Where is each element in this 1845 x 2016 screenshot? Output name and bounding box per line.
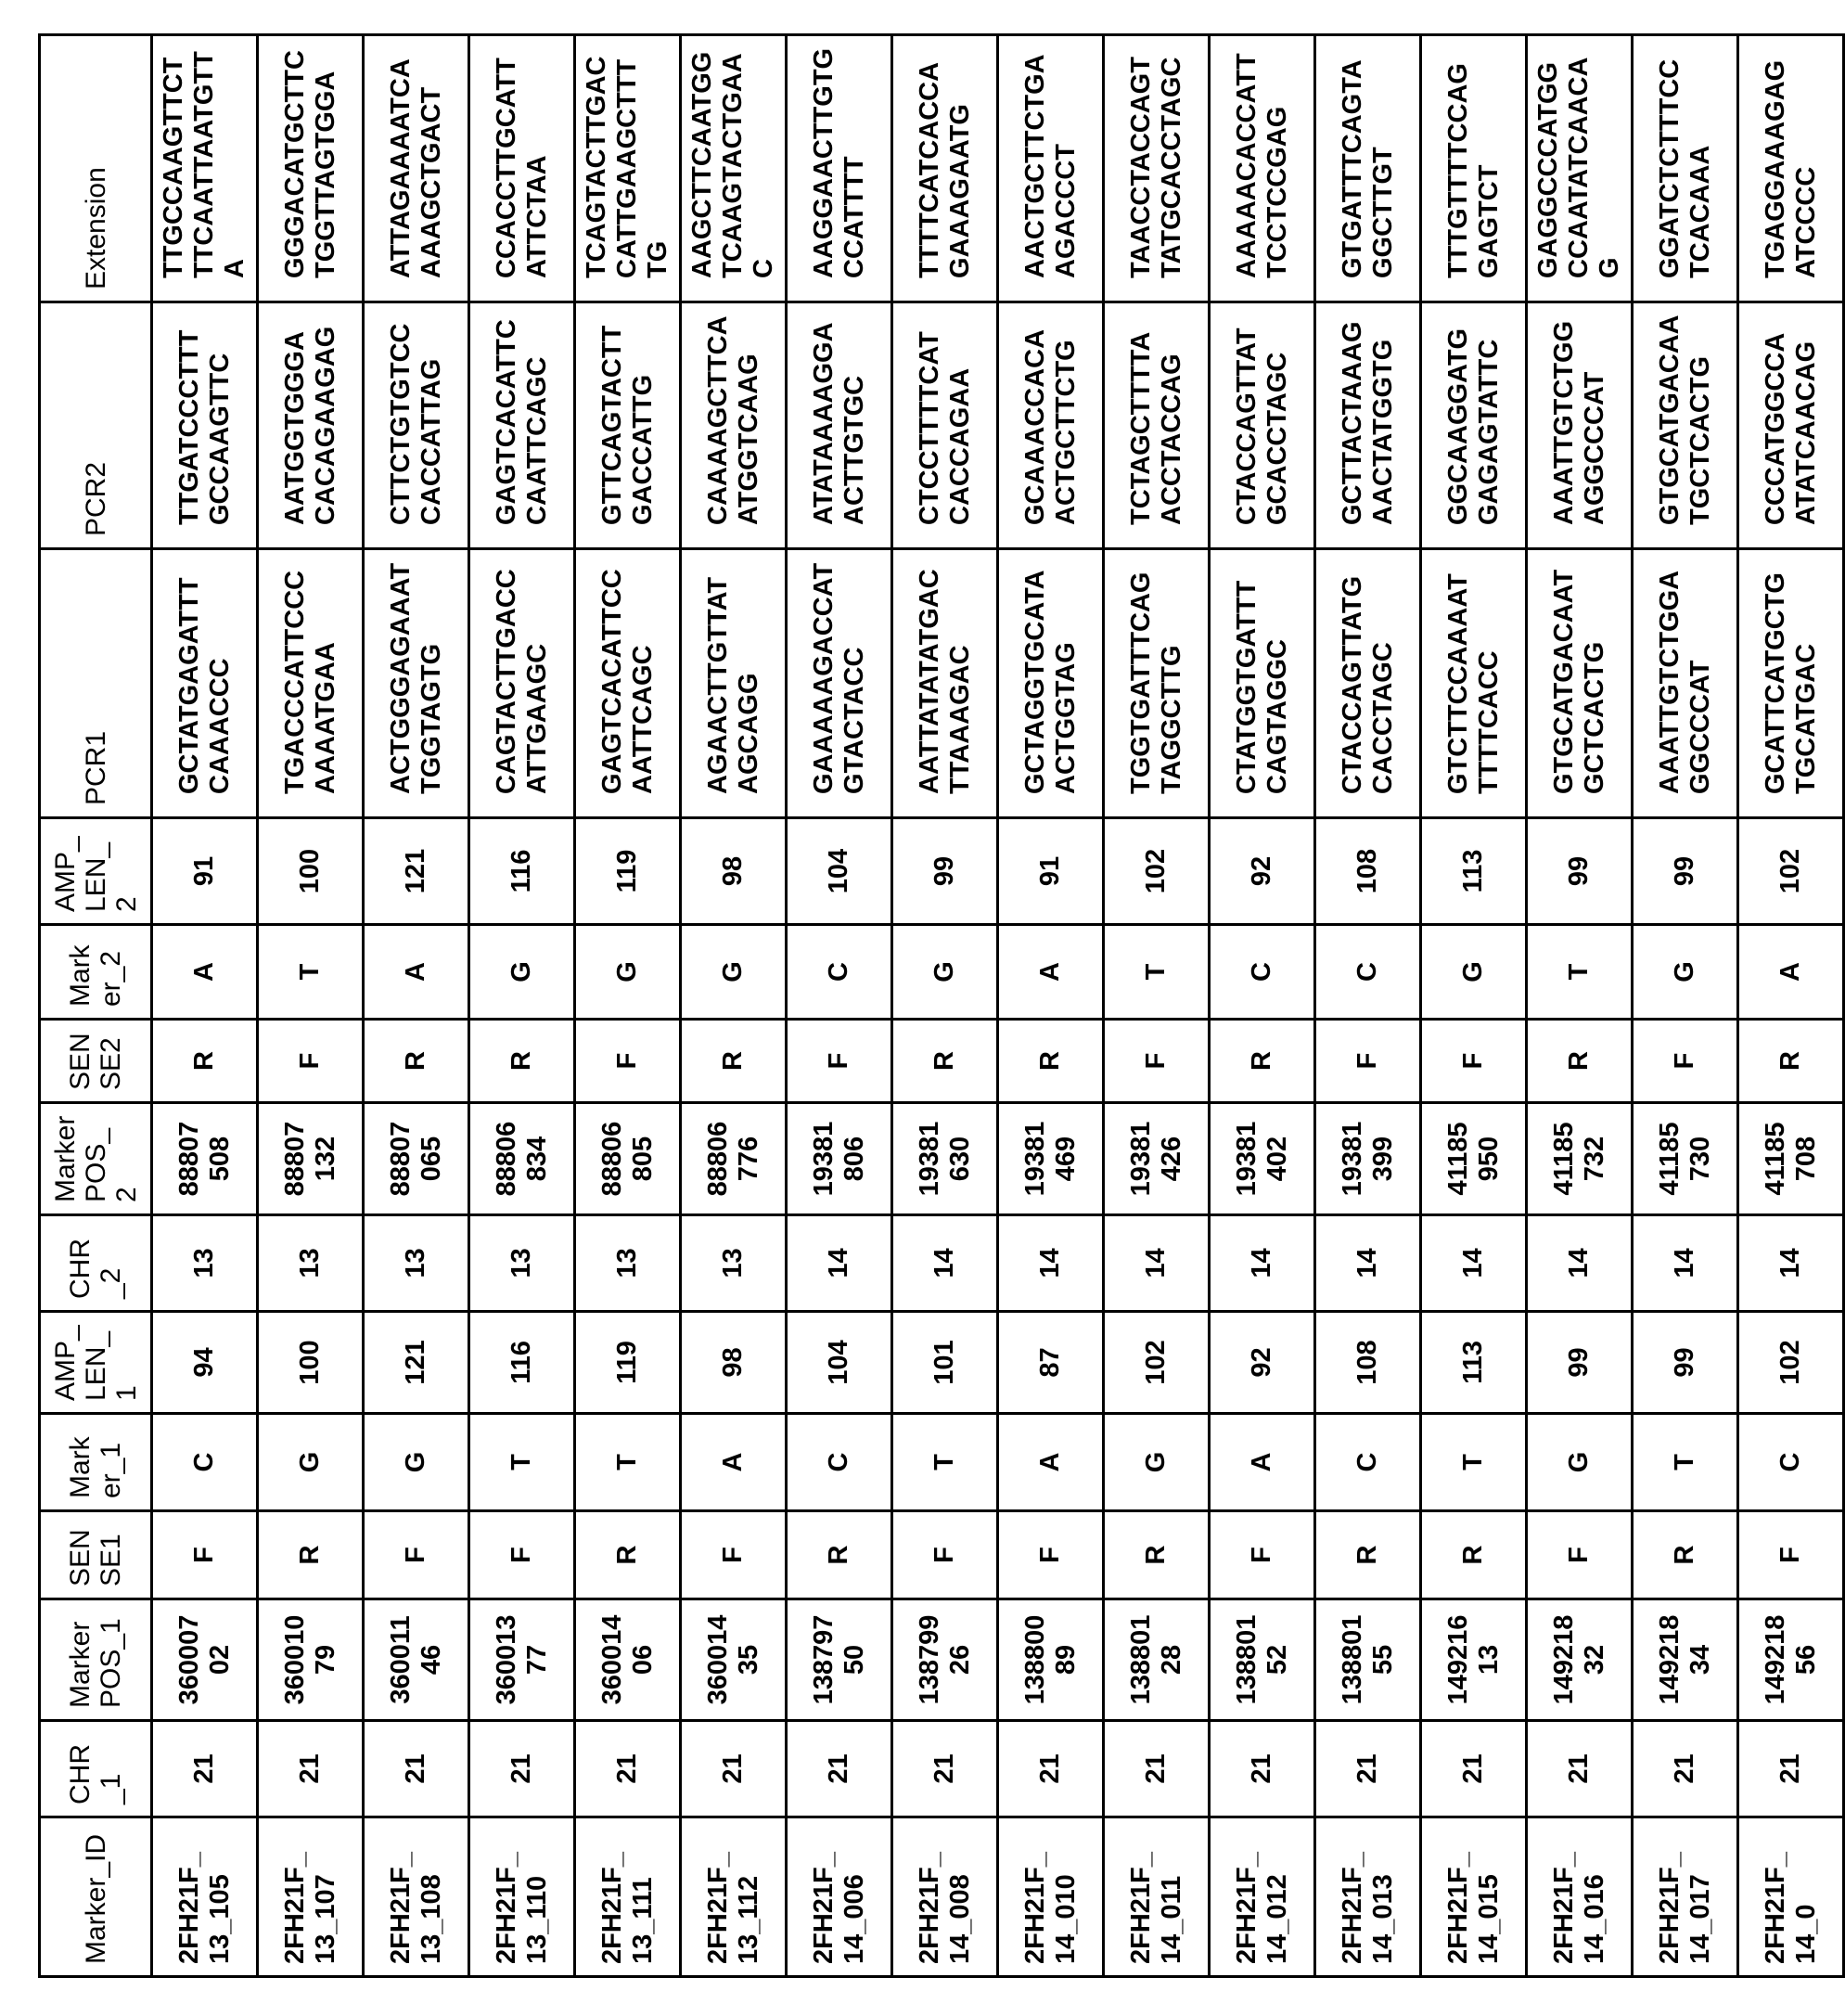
- sequence-cell: GTGCATGACAATGCTCACTG: [1527, 549, 1633, 818]
- value-cell: A: [1738, 925, 1844, 1020]
- value-cell: 14: [1421, 1215, 1527, 1312]
- value-cell: 21: [1633, 1721, 1738, 1817]
- value-cell: G: [681, 925, 787, 1020]
- column-header: AMP_LEN_1: [40, 1312, 152, 1414]
- value-cell: T: [575, 1414, 681, 1511]
- value-cell: 88806805: [575, 1103, 681, 1215]
- value-cell: T: [1104, 925, 1210, 1020]
- value-cell: 104: [787, 818, 892, 925]
- value-cell: 88807065: [364, 1103, 469, 1215]
- sequence-cell: AATTATATATGACTTAAAGAC: [892, 549, 998, 818]
- column-header: Marker POS_2: [40, 1103, 152, 1215]
- marker-id-cell: 2FH21F_14_011: [1104, 1817, 1210, 1977]
- value-cell: F: [1527, 1511, 1633, 1599]
- value-cell: 100: [258, 1312, 364, 1414]
- value-cell: 13: [681, 1215, 787, 1312]
- value-cell: 99: [892, 818, 998, 925]
- value-cell: T: [469, 1414, 575, 1511]
- sequence-cell: AAATTGTCTGGAGGCCCAT: [1527, 302, 1633, 549]
- value-cell: A: [998, 925, 1104, 1020]
- value-cell: 21: [998, 1721, 1104, 1817]
- value-cell: 99: [1527, 818, 1633, 925]
- value-cell: 21: [1421, 1721, 1527, 1817]
- value-cell: G: [1527, 1414, 1633, 1511]
- sequence-cell: GGGACATGCTTCTGGTTAGTGGA: [258, 35, 364, 302]
- value-cell: 119: [575, 818, 681, 925]
- value-cell: T: [1421, 1414, 1527, 1511]
- value-cell: 21: [892, 1721, 998, 1817]
- value-cell: G: [575, 925, 681, 1020]
- value-cell: F: [892, 1511, 998, 1599]
- marker-id-cell: 2FH21F_14_016: [1527, 1817, 1633, 1977]
- value-cell: 21: [1104, 1721, 1210, 1817]
- sequence-cell: TTGCCAAGTTCTTTCAATTAATGTTA: [152, 35, 258, 302]
- marker-id-cell: 2FH21F_14_0: [1738, 1817, 1844, 1977]
- table-row: [998, 35, 1104, 1977]
- column-header: AMP_LEN_2: [40, 818, 152, 925]
- value-cell: R: [469, 1020, 575, 1103]
- marker-id-cell: 2FH21F_14_010: [998, 1817, 1104, 1977]
- value-cell: 14: [1633, 1215, 1738, 1312]
- sequence-cell: TAACCTACCAGTTATGCACCTAGC: [1104, 35, 1210, 302]
- table-row: [1738, 35, 1844, 1977]
- value-cell: R: [1210, 1020, 1315, 1103]
- sequence-cell: ATATAAAAGGAACTTGTGC: [787, 302, 892, 549]
- value-cell: 102: [1738, 818, 1844, 925]
- value-cell: 21: [364, 1721, 469, 1817]
- sequence-cell: CTCCTTTTCATCACCAGAA: [892, 302, 998, 549]
- value-cell: 19381806: [787, 1103, 892, 1215]
- value-cell: 36001079: [258, 1599, 364, 1721]
- table-row: [258, 35, 364, 1977]
- sequence-cell: TGGTGATTTCAGTAGGCTTG: [1104, 549, 1210, 818]
- column-header: SENSE1: [40, 1511, 152, 1599]
- value-cell: 21: [1315, 1721, 1421, 1817]
- sequence-cell: GAGTCACATTCCAATTCAGC: [575, 549, 681, 818]
- column-header: CHR_1: [40, 1721, 152, 1817]
- sequence-cell: AAGGAACTTGTGCCATTTT: [787, 35, 892, 302]
- value-cell: 91: [152, 818, 258, 925]
- value-cell: 14921613: [1421, 1599, 1527, 1721]
- value-cell: 98: [681, 1312, 787, 1414]
- sequence-cell: GCTATGAGATTTCAAACCC: [152, 549, 258, 818]
- sequence-cell: TGAGGAAAGAGATCCCC: [1738, 35, 1844, 302]
- value-cell: 13: [258, 1215, 364, 1312]
- value-cell: 119: [575, 1312, 681, 1414]
- value-cell: F: [1210, 1511, 1315, 1599]
- value-cell: T: [1633, 1414, 1738, 1511]
- value-cell: R: [1738, 1020, 1844, 1103]
- value-cell: 13879926: [892, 1599, 998, 1721]
- value-cell: 19381399: [1315, 1103, 1421, 1215]
- marker-id-cell: 2FH21F_13_108: [364, 1817, 469, 1977]
- value-cell: 13880089: [998, 1599, 1104, 1721]
- value-cell: 113: [1421, 1312, 1527, 1414]
- value-cell: F: [998, 1511, 1104, 1599]
- value-cell: 13: [364, 1215, 469, 1312]
- value-cell: 41185732: [1527, 1103, 1633, 1215]
- value-cell: 36001377: [469, 1599, 575, 1721]
- value-cell: F: [258, 1020, 364, 1103]
- table-row: [364, 35, 469, 1977]
- sequence-cell: CTACCAGTTATGCACCTAGC: [1210, 302, 1315, 549]
- value-cell: 88807132: [258, 1103, 364, 1215]
- value-cell: F: [1421, 1020, 1527, 1103]
- marker-id-cell: 2FH21F_14_008: [892, 1817, 998, 1977]
- value-cell: R: [1633, 1511, 1738, 1599]
- value-cell: 88806776: [681, 1103, 787, 1215]
- sequence-cell: GTGATTTCAGTAGGCTTGT: [1315, 35, 1421, 302]
- value-cell: F: [575, 1020, 681, 1103]
- value-cell: 21: [1738, 1721, 1844, 1817]
- table-row: [1527, 35, 1633, 1977]
- value-cell: 14921834: [1633, 1599, 1738, 1721]
- sequence-cell: CAAAAGCTTCAATGGTCAAG: [681, 302, 787, 549]
- value-cell: F: [469, 1511, 575, 1599]
- value-cell: R: [258, 1511, 364, 1599]
- value-cell: F: [1104, 1020, 1210, 1103]
- value-cell: G: [1104, 1414, 1210, 1511]
- sequence-cell: AAATTGTCTGGAGGCCCAT: [1633, 549, 1738, 818]
- value-cell: 121: [364, 818, 469, 925]
- sequence-cell: AATGGTGGGACACAGAAGAG: [258, 302, 364, 549]
- value-cell: 102: [1104, 1312, 1210, 1414]
- marker-id-cell: 2FH21F_13_105: [152, 1817, 258, 1977]
- value-cell: R: [892, 1020, 998, 1103]
- sequence-cell: AAGCTTCAATGGTCAAGTACTGAAC: [681, 35, 787, 302]
- value-cell: 19381630: [892, 1103, 998, 1215]
- value-cell: 14: [1738, 1215, 1844, 1312]
- value-cell: 13: [575, 1215, 681, 1312]
- table-row: [1104, 35, 1210, 1977]
- column-header: SENSE2: [40, 1020, 152, 1103]
- value-cell: 21: [1210, 1721, 1315, 1817]
- value-cell: R: [575, 1511, 681, 1599]
- value-cell: 13: [469, 1215, 575, 1312]
- sequence-cell: GCATTCATGCTGTGCATGAC: [1738, 549, 1844, 818]
- value-cell: F: [1633, 1020, 1738, 1103]
- value-cell: G: [1421, 925, 1527, 1020]
- value-cell: G: [258, 1414, 364, 1511]
- marker-id-cell: 2FH21F_14_013: [1315, 1817, 1421, 1977]
- marker-id-cell: 2FH21F_13_107: [258, 1817, 364, 1977]
- value-cell: G: [469, 925, 575, 1020]
- value-cell: 121: [364, 1312, 469, 1414]
- value-cell: 101: [892, 1312, 998, 1414]
- value-cell: G: [1633, 925, 1738, 1020]
- sequence-cell: GTGCATGACAATGCTCACTG: [1633, 302, 1738, 549]
- value-cell: 113: [1421, 818, 1527, 925]
- value-cell: 116: [469, 818, 575, 925]
- rotated-table-container: [38, 36, 1773, 1978]
- value-cell: 92: [1210, 1312, 1315, 1414]
- value-cell: 102: [1104, 818, 1210, 925]
- value-cell: 13880152: [1210, 1599, 1315, 1721]
- value-cell: G: [364, 1414, 469, 1511]
- value-cell: 99: [1633, 1312, 1738, 1414]
- value-cell: 36001146: [364, 1599, 469, 1721]
- column-header: CHR_2: [40, 1215, 152, 1312]
- value-cell: 21: [258, 1721, 364, 1817]
- value-cell: F: [787, 1020, 892, 1103]
- marker-id-cell: 2FH21F_14_015: [1421, 1817, 1527, 1977]
- sequence-cell: GCTAGGTGCATAACTGGTAG: [998, 549, 1104, 818]
- value-cell: R: [1104, 1511, 1210, 1599]
- value-cell: R: [998, 1020, 1104, 1103]
- sequence-cell: CAGTACTTGACCATTGAAGC: [469, 549, 575, 818]
- value-cell: A: [998, 1414, 1104, 1511]
- value-cell: 91: [998, 818, 1104, 925]
- value-cell: F: [1738, 1511, 1844, 1599]
- table-row: [1421, 35, 1527, 1977]
- value-cell: R: [1315, 1511, 1421, 1599]
- value-cell: R: [1421, 1511, 1527, 1599]
- sequence-cell: AACTGCTTCTGAAGACCCT: [998, 35, 1104, 302]
- sequence-cell: TTTTCATCACCAGAAAGAATG: [892, 35, 998, 302]
- sequence-cell: ATTAGAAAATCAAAAGCTGACT: [364, 35, 469, 302]
- value-cell: 98: [681, 818, 787, 925]
- table-row: [1633, 35, 1738, 1977]
- value-cell: R: [1527, 1020, 1633, 1103]
- value-cell: T: [892, 1414, 998, 1511]
- column-header: Extension: [40, 35, 152, 302]
- value-cell: 14: [787, 1215, 892, 1312]
- value-cell: 19381402: [1210, 1103, 1315, 1215]
- value-cell: 19381426: [1104, 1103, 1210, 1215]
- value-cell: 21: [575, 1721, 681, 1817]
- value-cell: 36000702: [152, 1599, 258, 1721]
- value-cell: 21: [469, 1721, 575, 1817]
- table-row: [892, 35, 998, 1977]
- value-cell: 108: [1315, 818, 1421, 925]
- value-cell: F: [681, 1511, 787, 1599]
- value-cell: 19381469: [998, 1103, 1104, 1215]
- sequence-cell: TCAGTACTTGACCATTGAAGCTTTTG: [575, 35, 681, 302]
- value-cell: 13879750: [787, 1599, 892, 1721]
- table-row: [681, 35, 787, 1977]
- value-cell: 99: [1633, 818, 1738, 925]
- value-cell: 108: [1315, 1312, 1421, 1414]
- value-cell: 14: [1104, 1215, 1210, 1312]
- value-cell: 13: [152, 1215, 258, 1312]
- value-cell: 87: [998, 1312, 1104, 1414]
- value-cell: R: [364, 1020, 469, 1103]
- value-cell: F: [152, 1511, 258, 1599]
- marker-id-cell: 2FH21F_14_017: [1633, 1817, 1738, 1977]
- value-cell: 41185950: [1421, 1103, 1527, 1215]
- sequence-cell: GAGGCCCATGGCCAATATCAACAG: [1527, 35, 1633, 302]
- sequence-cell: TGACCCATTCCCAAAATGAA: [258, 549, 364, 818]
- value-cell: 13880128: [1104, 1599, 1210, 1721]
- table-row: [1315, 35, 1421, 1977]
- sequence-cell: AAAAACACCATTTCCTCCGAG: [1210, 35, 1315, 302]
- marker-id-cell: 2FH21F_13_111: [575, 1817, 681, 1977]
- value-cell: 14: [1210, 1215, 1315, 1312]
- value-cell: 88807508: [152, 1103, 258, 1215]
- sequence-cell: CTACCAGTTATGCACCTAGC: [1315, 549, 1421, 818]
- value-cell: 14: [892, 1215, 998, 1312]
- sequence-cell: GAGTCACATTCCAATTCAGC: [469, 302, 575, 549]
- sequence-cell: GAAAAAGACCATGTACTACC: [787, 549, 892, 818]
- value-cell: 21: [787, 1721, 892, 1817]
- sequence-cell: TTGATCCCTTTGCCAAGTTC: [152, 302, 258, 549]
- marker-id-cell: 2FH21F_13_110: [469, 1817, 575, 1977]
- sequence-cell: GCAAACCACAACTGCTTCTG: [998, 302, 1104, 549]
- value-cell: C: [1315, 1414, 1421, 1511]
- table-row: [787, 35, 892, 1977]
- value-cell: A: [152, 925, 258, 1020]
- header-row: [40, 35, 152, 1977]
- sequence-cell: GCTTACTAAAGAACTATGGTG: [1315, 302, 1421, 549]
- value-cell: 14921856: [1738, 1599, 1844, 1721]
- sequence-cell: TTTGTTTTCCAGGAGTCT: [1421, 35, 1527, 302]
- value-cell: G: [892, 925, 998, 1020]
- column-header: Marker_ID: [40, 1817, 152, 1977]
- marker-table: [38, 33, 1845, 1978]
- value-cell: 92: [1210, 818, 1315, 925]
- value-cell: 14: [998, 1215, 1104, 1312]
- value-cell: 14921832: [1527, 1599, 1633, 1721]
- value-cell: 21: [1527, 1721, 1633, 1817]
- value-cell: C: [1738, 1414, 1844, 1511]
- value-cell: A: [364, 925, 469, 1020]
- marker-id-cell: 2FH21F_14_012: [1210, 1817, 1315, 1977]
- value-cell: 116: [469, 1312, 575, 1414]
- value-cell: 102: [1738, 1312, 1844, 1414]
- value-cell: C: [787, 1414, 892, 1511]
- column-header: PCR1: [40, 549, 152, 818]
- column-header: PCR2: [40, 302, 152, 549]
- sequence-cell: CCACCTTGCATTATTCTAA: [469, 35, 575, 302]
- value-cell: 104: [787, 1312, 892, 1414]
- value-cell: 13880155: [1315, 1599, 1421, 1721]
- value-cell: F: [1315, 1020, 1421, 1103]
- value-cell: 36001435: [681, 1599, 787, 1721]
- value-cell: 88806834: [469, 1103, 575, 1215]
- value-cell: 21: [152, 1721, 258, 1817]
- marker-id-cell: 2FH21F_13_112: [681, 1817, 787, 1977]
- sequence-cell: CTTCTGTGTCCCACCATTAG: [364, 302, 469, 549]
- value-cell: C: [152, 1414, 258, 1511]
- sequence-cell: GTTCAGTACTTGACCATTG: [575, 302, 681, 549]
- value-cell: 100: [258, 818, 364, 925]
- sequence-cell: ACTGGGAGAAATTGGTAGTG: [364, 549, 469, 818]
- value-cell: T: [1527, 925, 1633, 1020]
- table-row: [469, 35, 575, 1977]
- value-cell: 94: [152, 1312, 258, 1414]
- value-cell: C: [1210, 925, 1315, 1020]
- value-cell: R: [787, 1511, 892, 1599]
- value-cell: A: [1210, 1414, 1315, 1511]
- value-cell: 36001406: [575, 1599, 681, 1721]
- value-cell: 41185708: [1738, 1103, 1844, 1215]
- table-row: [575, 35, 681, 1977]
- value-cell: A: [681, 1414, 787, 1511]
- marker-id-cell: 2FH21F_14_006: [787, 1817, 892, 1977]
- value-cell: 21: [681, 1721, 787, 1817]
- value-cell: T: [258, 925, 364, 1020]
- sequence-cell: CCCATGGCCAATATCAACAG: [1738, 302, 1844, 549]
- sequence-cell: TCTAGCTTTTAACCTACCAG: [1104, 302, 1210, 549]
- value-cell: C: [1315, 925, 1421, 1020]
- column-header: Marker_2: [40, 925, 152, 1020]
- table-row: [1210, 35, 1315, 1977]
- value-cell: F: [364, 1511, 469, 1599]
- value-cell: R: [681, 1020, 787, 1103]
- column-header: Marker POS_1: [40, 1599, 152, 1721]
- sequence-cell: GTCTTCCAAAATTTTTCACC: [1421, 549, 1527, 818]
- sequence-cell: GGCAAGGATGGAGAGTATTC: [1421, 302, 1527, 549]
- value-cell: C: [787, 925, 892, 1020]
- table-row: [152, 35, 258, 1977]
- column-header: Marker_1: [40, 1414, 152, 1511]
- value-cell: 14: [1527, 1215, 1633, 1312]
- sequence-cell: AGAACTTGTTATAGCAGG: [681, 549, 787, 818]
- value-cell: 14: [1315, 1215, 1421, 1312]
- sequence-cell: CTATGGTGATTTCAGTAGGC: [1210, 549, 1315, 818]
- sequence-cell: GGATCTCTTTCCTCACAAA: [1633, 35, 1738, 302]
- value-cell: 99: [1527, 1312, 1633, 1414]
- value-cell: 41185730: [1633, 1103, 1738, 1215]
- value-cell: R: [152, 1020, 258, 1103]
